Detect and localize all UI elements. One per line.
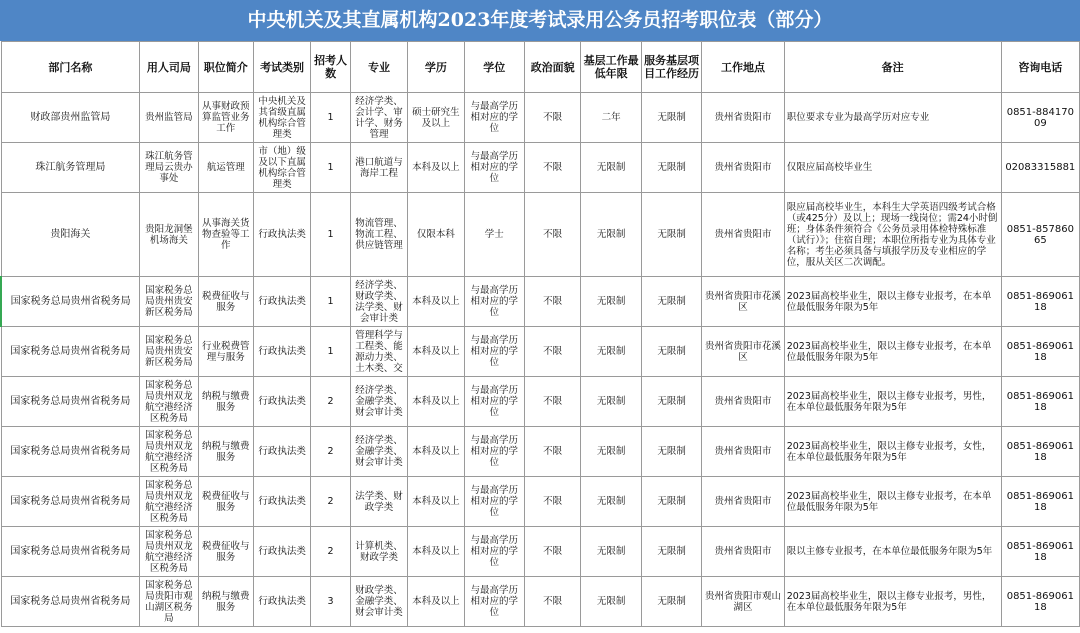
cell-intro: 行业税费管理与服务	[198, 327, 253, 377]
cell-phone: 02083315881	[1001, 143, 1079, 193]
cell-count: 1	[311, 93, 351, 143]
cell-political: 不限	[525, 143, 581, 193]
cell-note: 2023届高校毕业生，限以主修专业报考，在本单位最低服务年限为5年	[784, 327, 1001, 377]
cell-dept: 国家税务总局贵州省税务局	[1, 277, 140, 327]
cell-intro: 纳税与缴费服务	[198, 427, 253, 477]
cell-bureau: 国家税务总局贵州双龙航空港经济区税务局	[140, 377, 198, 427]
cell-intro: 税费征收与服务	[198, 527, 253, 577]
table-row	[1, 427, 1080, 477]
header-years: 基层工作最低年限	[581, 42, 641, 93]
cell-category: 市（地）级及以下直属机构综合管理类	[253, 143, 310, 193]
cell-political: 不限	[525, 527, 581, 577]
page-title: 中央机关及其直属机构2023年度考试录用公务员招考职位表（部分）	[0, 0, 1080, 41]
cell-dept: 国家税务总局贵州省税务局	[1, 427, 140, 477]
cell-political: 不限	[525, 327, 581, 377]
cell-bureau: 国家税务总局贵州贵安新区税务局	[140, 277, 198, 327]
cell-location: 贵州省贵阳市花溪区	[702, 327, 784, 377]
table-row	[1, 377, 1080, 427]
cell-political: 不限	[525, 277, 581, 327]
cell-political: 不限	[525, 427, 581, 477]
cell-count: 2	[311, 477, 351, 527]
header-note: 备注	[784, 42, 1001, 93]
cell-count: 2	[311, 527, 351, 577]
cell-location: 贵州省贵阳市	[702, 193, 784, 277]
cell-dept: 国家税务总局贵州省税务局	[1, 527, 140, 577]
cell-note: 限应届高校毕业生，本科生大学英语四级考试合格（或425分）及以上；现场一线岗位；需24小时倒班；身体条件须符合《公务员录用体检特殊标准（试行）》；住宿自理；本职位所指专业为具体专业名称；考生必须具备与填报学历及专业相应的学位，服从关区二次调配。	[784, 193, 1001, 277]
cell-phone: 0851-85786065	[1001, 193, 1079, 277]
cell-major: 经济学类、金融学类、财会审计类	[350, 377, 407, 427]
cell-major: 物流管理、物流工程、供应链管理	[350, 193, 407, 277]
cell-bureau: 贵州监管局	[140, 93, 198, 143]
cell-category: 行政执法类	[253, 577, 310, 627]
cell-bureau: 国家税务总局贵州双龙航空港经济区税务局	[140, 427, 198, 477]
cell-location: 贵州省贵阳市	[702, 143, 784, 193]
cell-years: 无限制	[581, 477, 641, 527]
header-degree: 学位	[464, 42, 524, 93]
table-row	[1, 143, 1080, 193]
cell-category: 行政执法类	[253, 327, 310, 377]
cell-service: 无限制	[641, 527, 701, 577]
cell-note: 2023届高校毕业生，限以主修专业报考，在本单位最低服务年限为5年	[784, 277, 1001, 327]
cell-count: 2	[311, 377, 351, 427]
cell-service: 无限制	[641, 577, 701, 627]
cell-political: 不限	[525, 477, 581, 527]
cell-service: 无限制	[641, 143, 701, 193]
header-intro: 职位简介	[198, 42, 253, 93]
header-service: 服务基层项目工作经历	[641, 42, 701, 93]
cell-degree: 与最高学历相对应的学位	[464, 93, 524, 143]
cell-service: 无限制	[641, 477, 701, 527]
header-location: 工作地点	[702, 42, 784, 93]
cell-years: 无限制	[581, 143, 641, 193]
cell-note: 2023届高校毕业生，限以主修专业报考，女性，在本单位最低服务年限为5年	[784, 427, 1001, 477]
cell-location: 贵州省贵阳市	[702, 527, 784, 577]
cell-dept: 国家税务总局贵州省税务局	[1, 577, 140, 627]
cell-category: 行政执法类	[253, 527, 310, 577]
cell-bureau: 贵阳龙洞堡机场海关	[140, 193, 198, 277]
cell-phone: 0851-88417009	[1001, 93, 1079, 143]
cell-major: 经济学类、金融学类、财会审计类	[350, 427, 407, 477]
cell-major: 计算机类、财政学类	[350, 527, 407, 577]
cell-category: 行政执法类	[253, 277, 310, 327]
cell-edu: 本科及以上	[408, 277, 464, 327]
cell-location: 贵州省贵阳市观山湖区	[702, 577, 784, 627]
cell-degree: 与最高学历相对应的学位	[464, 527, 524, 577]
header-dept: 部门名称	[1, 42, 140, 93]
cell-degree: 学士	[464, 193, 524, 277]
cell-edu: 硕士研究生及以上	[408, 93, 464, 143]
cell-note: 限以主修专业报考，在本单位最低服务年限为5年	[784, 527, 1001, 577]
table-header-row	[1, 42, 1080, 93]
cell-major: 经济学类、会计学、审计学、财务管理	[350, 93, 407, 143]
cell-phone: 0851-86906118	[1001, 527, 1079, 577]
cell-bureau: 国家税务总局贵阳市观山湖区税务局	[140, 577, 198, 627]
cell-service: 无限制	[641, 327, 701, 377]
cell-phone: 0851-86906118	[1001, 427, 1079, 477]
cell-edu: 本科及以上	[408, 577, 464, 627]
cell-service: 无限制	[641, 193, 701, 277]
cell-bureau: 国家税务总局贵州双龙航空港经济区税务局	[140, 477, 198, 527]
table-row	[1, 327, 1080, 377]
cell-phone: 0851-86906118	[1001, 377, 1079, 427]
table-row	[1, 477, 1080, 527]
cell-years: 无限制	[581, 427, 641, 477]
cell-bureau: 国家税务总局贵州贵安新区税务局	[140, 327, 198, 377]
cell-degree: 与最高学历相对应的学位	[464, 427, 524, 477]
cell-phone: 0851-86906118	[1001, 277, 1079, 327]
cell-count: 1	[311, 193, 351, 277]
header-political: 政治面貌	[525, 42, 581, 93]
job-positions-table	[0, 41, 1080, 627]
cell-service: 无限制	[641, 277, 701, 327]
header-edu: 学历	[408, 42, 464, 93]
cell-note: 2023届高校毕业生，限以主修专业报考，男性，在本单位最低服务年限为5年	[784, 577, 1001, 627]
cell-intro: 纳税与缴费服务	[198, 377, 253, 427]
header-category: 考试类别	[253, 42, 310, 93]
cell-phone: 0851-86906118	[1001, 577, 1079, 627]
cell-edu: 本科及以上	[408, 143, 464, 193]
cell-edu: 本科及以上	[408, 327, 464, 377]
header-count: 招考人数	[311, 42, 351, 93]
cell-category: 行政执法类	[253, 427, 310, 477]
cell-category: 行政执法类	[253, 377, 310, 427]
cell-service: 无限制	[641, 427, 701, 477]
cell-edu: 本科及以上	[408, 427, 464, 477]
cell-dept: 珠江航务管理局	[1, 143, 140, 193]
cell-service: 无限制	[641, 93, 701, 143]
cell-intro: 航运管理	[198, 143, 253, 193]
cell-note: 2023届高校毕业生，限以主修专业报考，在本单位最低服务年限为5年	[784, 477, 1001, 527]
cell-phone: 0851-86906118	[1001, 327, 1079, 377]
table-row	[1, 527, 1080, 577]
cell-intro: 税费征收与服务	[198, 277, 253, 327]
cell-phone: 0851-86906118	[1001, 477, 1079, 527]
table-row	[1, 193, 1080, 277]
cell-major: 财政学类、金融学类、财会审计类	[350, 577, 407, 627]
cell-political: 不限	[525, 577, 581, 627]
cell-degree: 与最高学历相对应的学位	[464, 377, 524, 427]
cell-bureau: 国家税务总局贵州双龙航空港经济区税务局	[140, 527, 198, 577]
table-row	[1, 277, 1080, 327]
cell-major: 法学类、财政学类	[350, 477, 407, 527]
cell-edu: 本科及以上	[408, 477, 464, 527]
header-major: 专业	[350, 42, 407, 93]
cell-category: 行政执法类	[253, 477, 310, 527]
header-phone: 咨询电话	[1001, 42, 1079, 93]
cell-note: 仅限应届高校毕业生	[784, 143, 1001, 193]
cell-bureau: 珠江航务管理局云贵办事处	[140, 143, 198, 193]
cell-count: 1	[311, 277, 351, 327]
cell-years: 无限制	[581, 193, 641, 277]
cell-degree: 与最高学历相对应的学位	[464, 477, 524, 527]
cell-degree: 与最高学历相对应的学位	[464, 277, 524, 327]
cell-location: 贵州省贵阳市	[702, 377, 784, 427]
cell-location: 贵州省贵阳市	[702, 93, 784, 143]
cell-intro: 税费征收与服务	[198, 477, 253, 527]
cell-edu: 本科及以上	[408, 377, 464, 427]
cell-category: 中央机关及其省级直属机构综合管理类	[253, 93, 310, 143]
cell-count: 3	[311, 577, 351, 627]
cell-intro: 从事财政预算监管业务工作	[198, 93, 253, 143]
cell-location: 贵州省贵阳市	[702, 427, 784, 477]
cell-political: 不限	[525, 93, 581, 143]
cell-intro: 纳税与缴费服务	[198, 577, 253, 627]
cell-degree: 与最高学历相对应的学位	[464, 327, 524, 377]
cell-major: 港口航道与海岸工程	[350, 143, 407, 193]
cell-edu: 仅限本科	[408, 193, 464, 277]
table-row	[1, 93, 1080, 143]
cell-count: 2	[311, 427, 351, 477]
cell-years: 二年	[581, 93, 641, 143]
cell-dept: 国家税务总局贵州省税务局	[1, 477, 140, 527]
cell-major: 管理科学与工程类、能源动力类、土木类、交	[350, 327, 407, 377]
cell-degree: 与最高学历相对应的学位	[464, 577, 524, 627]
cell-dept: 国家税务总局贵州省税务局	[1, 327, 140, 377]
cell-note: 职位要求专业为最高学历对应专业	[784, 93, 1001, 143]
cell-major: 经济学类、财政学类、法学类、财会审计类	[350, 277, 407, 327]
cell-note: 2023届高校毕业生，限以主修专业报考，男性，在本单位最低服务年限为5年	[784, 377, 1001, 427]
cell-years: 无限制	[581, 277, 641, 327]
cell-years: 无限制	[581, 527, 641, 577]
cell-count: 1	[311, 327, 351, 377]
header-bureau: 用人司局	[140, 42, 198, 93]
cell-years: 无限制	[581, 577, 641, 627]
cell-category: 行政执法类	[253, 193, 310, 277]
cell-dept: 国家税务总局贵州省税务局	[1, 377, 140, 427]
cell-dept: 财政部贵州监管局	[1, 93, 140, 143]
cell-edu: 本科及以上	[408, 527, 464, 577]
cell-political: 不限	[525, 377, 581, 427]
cell-degree: 与最高学历相对应的学位	[464, 143, 524, 193]
cell-years: 无限制	[581, 327, 641, 377]
cell-service: 无限制	[641, 377, 701, 427]
cell-location: 贵州省贵阳市花溪区	[702, 277, 784, 327]
cell-count: 1	[311, 143, 351, 193]
table-row	[1, 577, 1080, 627]
cell-years: 无限制	[581, 377, 641, 427]
cell-dept: 贵阳海关	[1, 193, 140, 277]
cell-intro: 从事海关货物查验等工作	[198, 193, 253, 277]
cell-location: 贵州省贵阳市	[702, 477, 784, 527]
cell-political: 不限	[525, 193, 581, 277]
